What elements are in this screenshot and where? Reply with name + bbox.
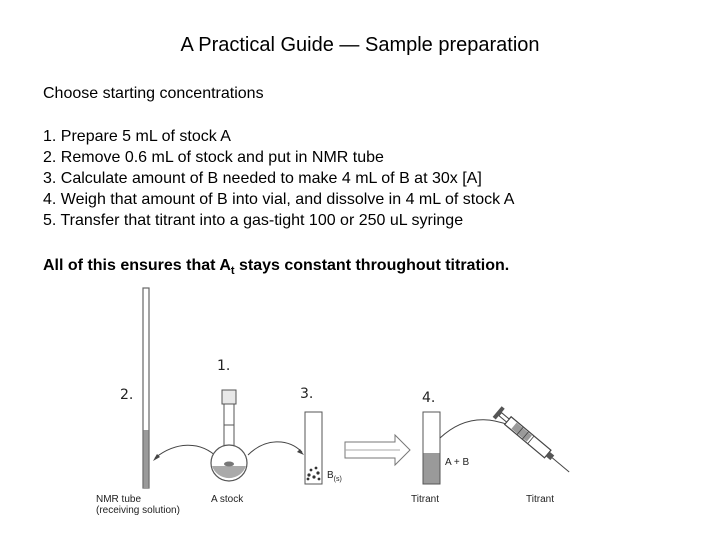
caption-line: NMR tube	[96, 494, 142, 505]
titrant-vial-drawing	[423, 412, 440, 484]
page-title: A Practical Guide — Sample preparation	[180, 34, 540, 56]
b-solid-caption	[327, 470, 342, 485]
nmr-tube-caption	[96, 494, 180, 516]
note-prefix: All of this ensures that A	[43, 257, 231, 274]
arrow-flask-to-tube	[155, 445, 218, 458]
b-label: B	[327, 470, 334, 481]
step-number-4: 4.	[422, 390, 436, 406]
step-item: 2. Remove 0.6 mL of stock and put in NMR tube	[43, 149, 384, 166]
note-subscript: t	[230, 265, 235, 277]
steps-list	[43, 126, 514, 231]
section-subtitle: Choose starting concentrations	[43, 85, 264, 102]
volumetric-flask-drawing	[211, 390, 247, 481]
arrow-head	[297, 449, 304, 455]
titrant-syringe-caption: Titrant	[526, 494, 554, 505]
titrant-vial-caption: Titrant	[411, 494, 439, 505]
step-item: 4. Weigh that amount of B into vial, and dissolve in 4 mL of stock A	[43, 191, 515, 208]
sample-prep-figure	[0, 280, 720, 540]
note-text	[43, 257, 509, 277]
note-suffix: stays constant throughout titration.	[234, 257, 510, 274]
arrow-flask-to-vial	[248, 442, 302, 455]
hollow-arrow	[345, 435, 410, 465]
a-plus-b-caption: A + B	[445, 457, 470, 468]
step-number-1: 1.	[217, 358, 231, 374]
step-item: 3. Calculate amount of B needed to make 4 mL of B at 30x [A]	[43, 170, 482, 187]
step-item: 1. Prepare 5 mL of stock A	[43, 128, 231, 145]
step-number-3: 3.	[300, 386, 314, 402]
syringe-drawing	[493, 406, 574, 477]
step-item: 5. Transfer that titrant into a gas-tight 100 or 250 uL syringe	[43, 212, 464, 229]
vial-solid-b-drawing	[305, 412, 322, 484]
b-subscript: (s)	[333, 476, 342, 483]
caption-line: (receiving solution)	[96, 505, 180, 516]
step-number-2: 2.	[120, 387, 134, 403]
nmr-tube-drawing	[143, 288, 149, 488]
a-stock-caption: A stock	[211, 494, 244, 505]
